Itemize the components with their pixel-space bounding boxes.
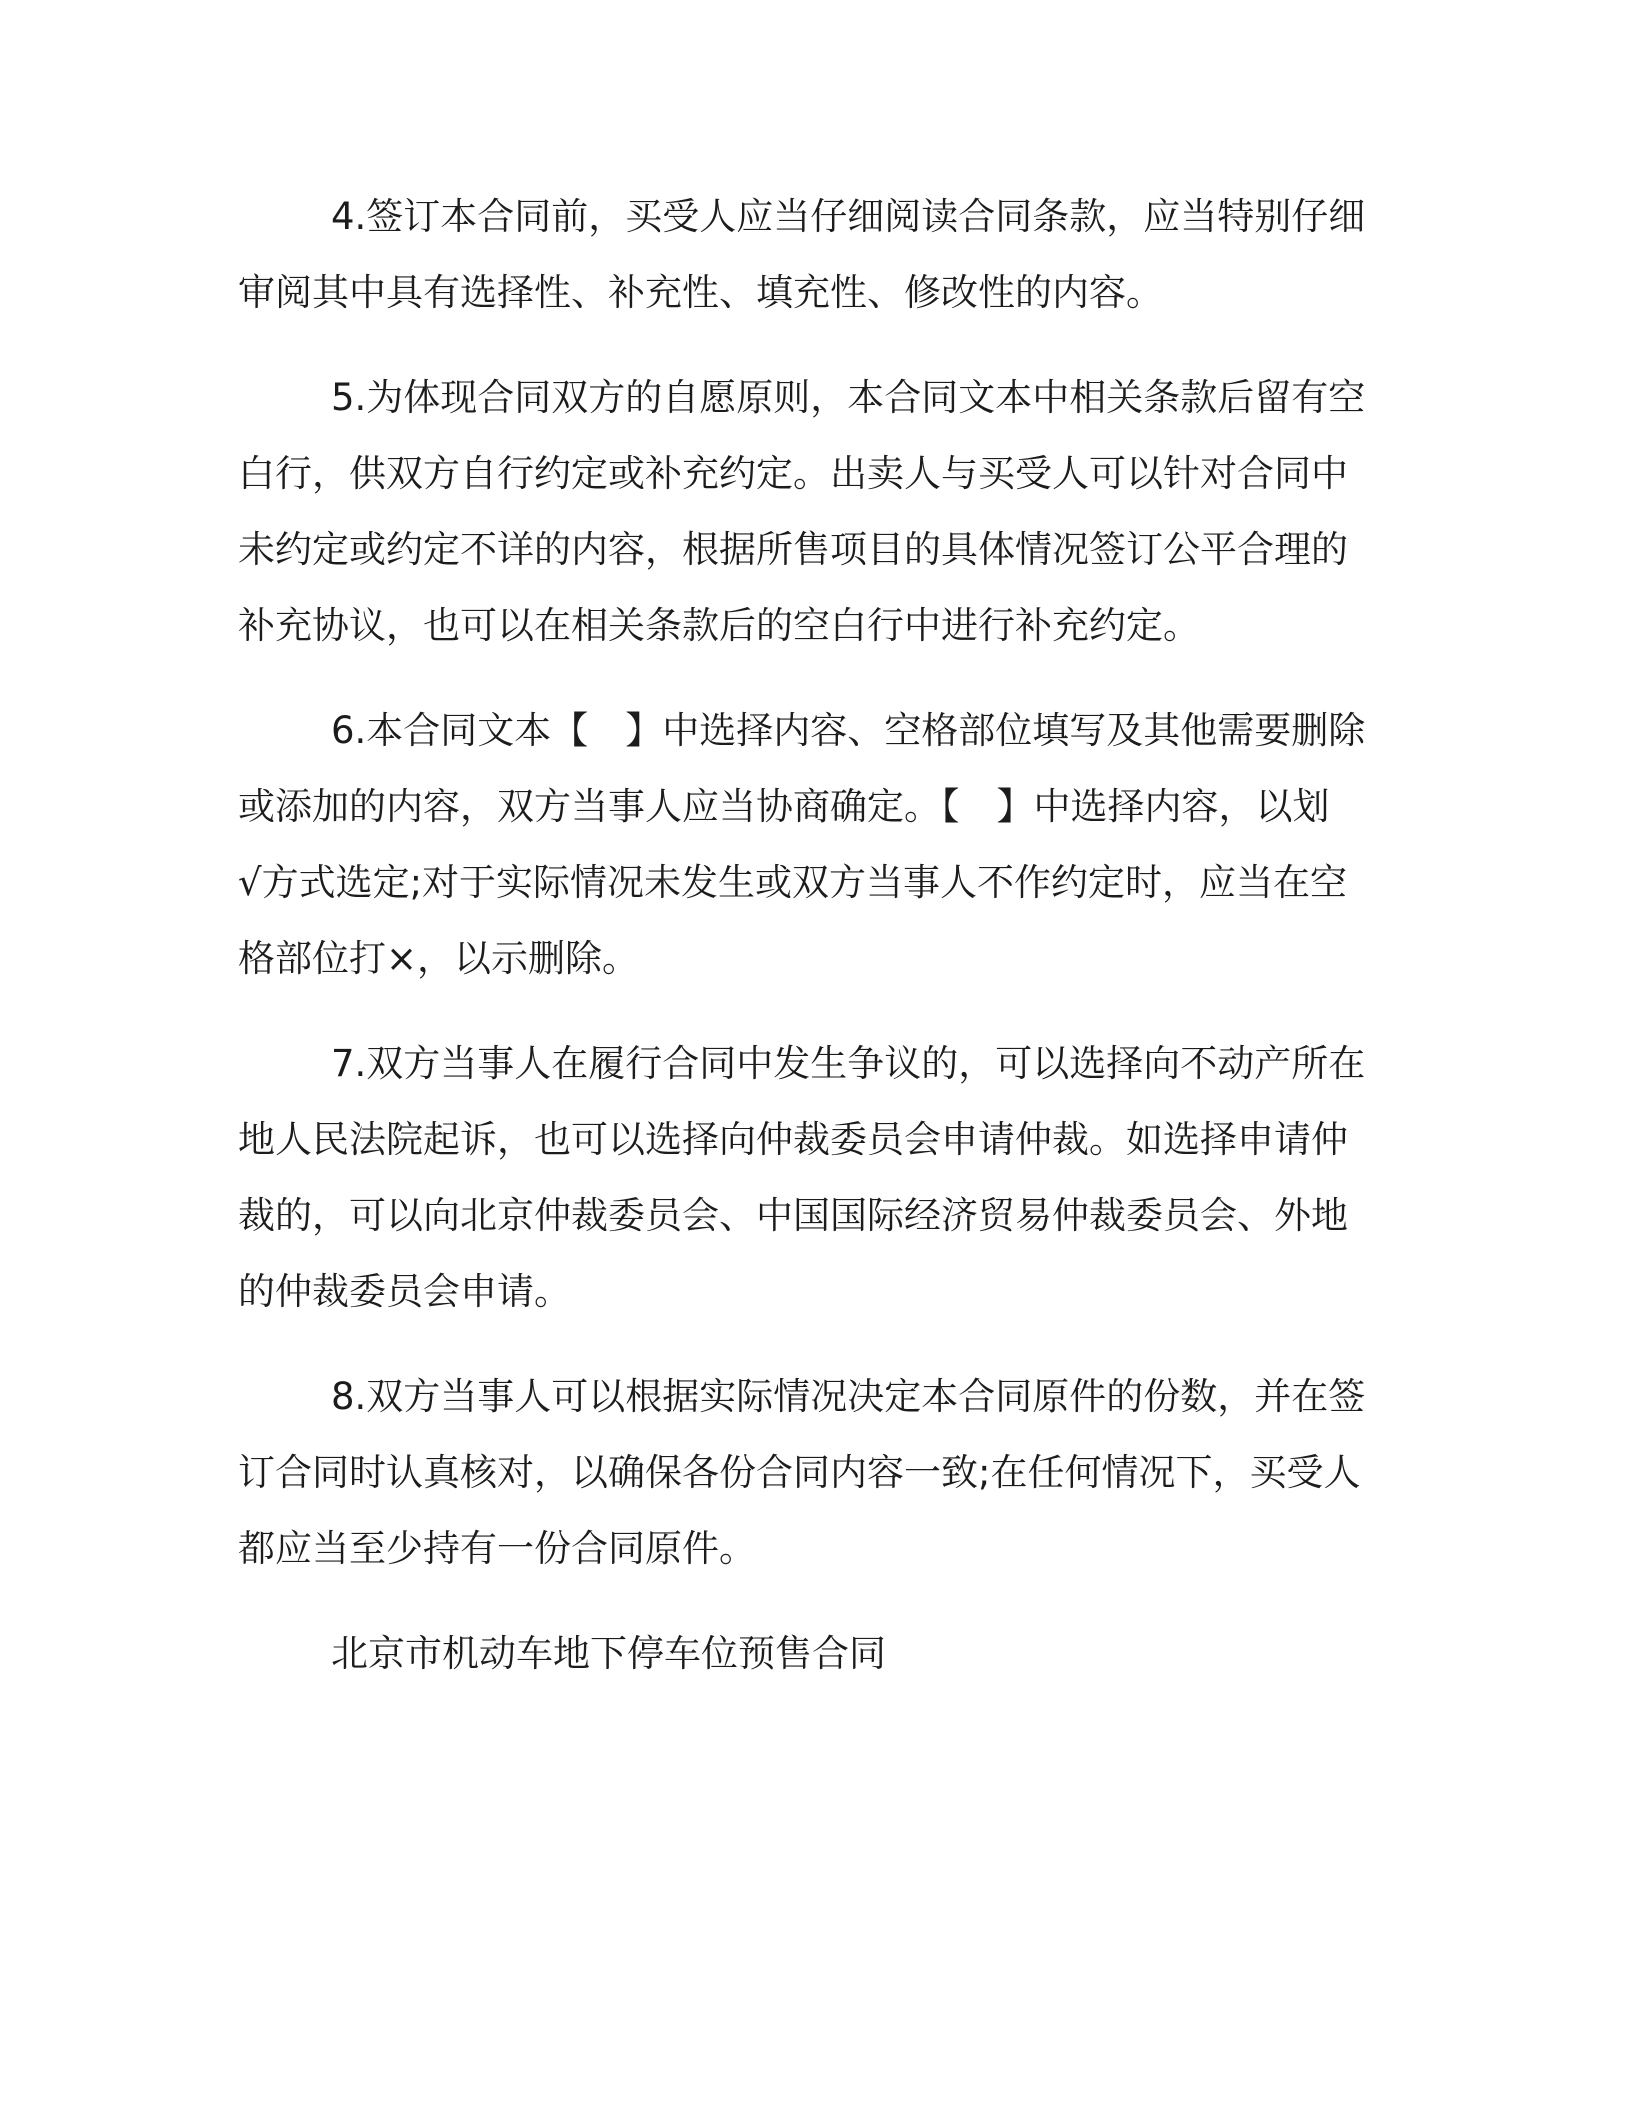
clause-8 — [238, 1359, 1632, 1587]
clause-8-line-2: 订合同时认真核对，以确保各份合同内容一致;在任何情况下，买受人 — [238, 1451, 1361, 1494]
clause-4-line-2: 审阅其中具有选择性、补充性、填充性、修改性的内容。 — [238, 271, 1163, 314]
clause-5-line-3: 未约定或约定不详的内容，根据所售项目的具体情况签订公平合理的 — [238, 528, 1348, 571]
clause-7-line-3: 裁的，可以向北京仲裁委员会、中国国际经济贸易仲裁委员会、外地 — [238, 1194, 1348, 1237]
clause-8-line-3: 都应当至少持有一份合同原件。 — [238, 1527, 756, 1570]
clause-5-line-1: 5.为体现合同双方的自愿原则，本合同文本中相关条款后留有空 — [331, 376, 1366, 419]
contract-title-block — [238, 1616, 1632, 1692]
clause-8-line-1: 8.双方当事人可以根据实际情况决定本合同原件的份数，并在签 — [331, 1375, 1366, 1418]
clause-7-line-1: 7.双方当事人在履行合同中发生争议的，可以选择向不动产所在 — [331, 1042, 1366, 1085]
clause-7-line-2: 地人民法院起诉，也可以选择向仲裁委员会申请仲裁。如选择申请仲 — [238, 1118, 1348, 1161]
clause-7-line-4: 的仲裁委员会申请。 — [238, 1270, 571, 1313]
clause-4 — [238, 179, 1632, 331]
clause-6-line-4: 格部位打×，以示删除。 — [238, 937, 640, 980]
clause-5-line-2: 白行，供双方自行约定或补充约定。出卖人与买受人可以针对合同中 — [238, 452, 1348, 495]
clause-6-line-3: √方式选定;对于实际情况未发生或双方当事人不作约定时，应当在空 — [238, 861, 1348, 904]
contract-title: 北京市机动车地下停车位预售合同 — [331, 1632, 886, 1675]
clause-6-line-1: 6.本合同文本【 】中选择内容、空格部位填写及其他需要删除 — [331, 709, 1366, 752]
clause-6-line-2: 或添加的内容，双方当事人应当协商确定。【 】中选择内容，以划 — [238, 785, 1330, 828]
clause-5 — [238, 360, 1632, 664]
clause-7 — [238, 1026, 1632, 1330]
clause-5-line-4: 补充协议，也可以在相关条款后的空白行中进行补充约定。 — [238, 604, 1200, 647]
clause-4-line-1: 4.签订本合同前，买受人应当仔细阅读合同条款，应当特别仔细 — [331, 195, 1366, 238]
clause-6 — [238, 693, 1632, 997]
